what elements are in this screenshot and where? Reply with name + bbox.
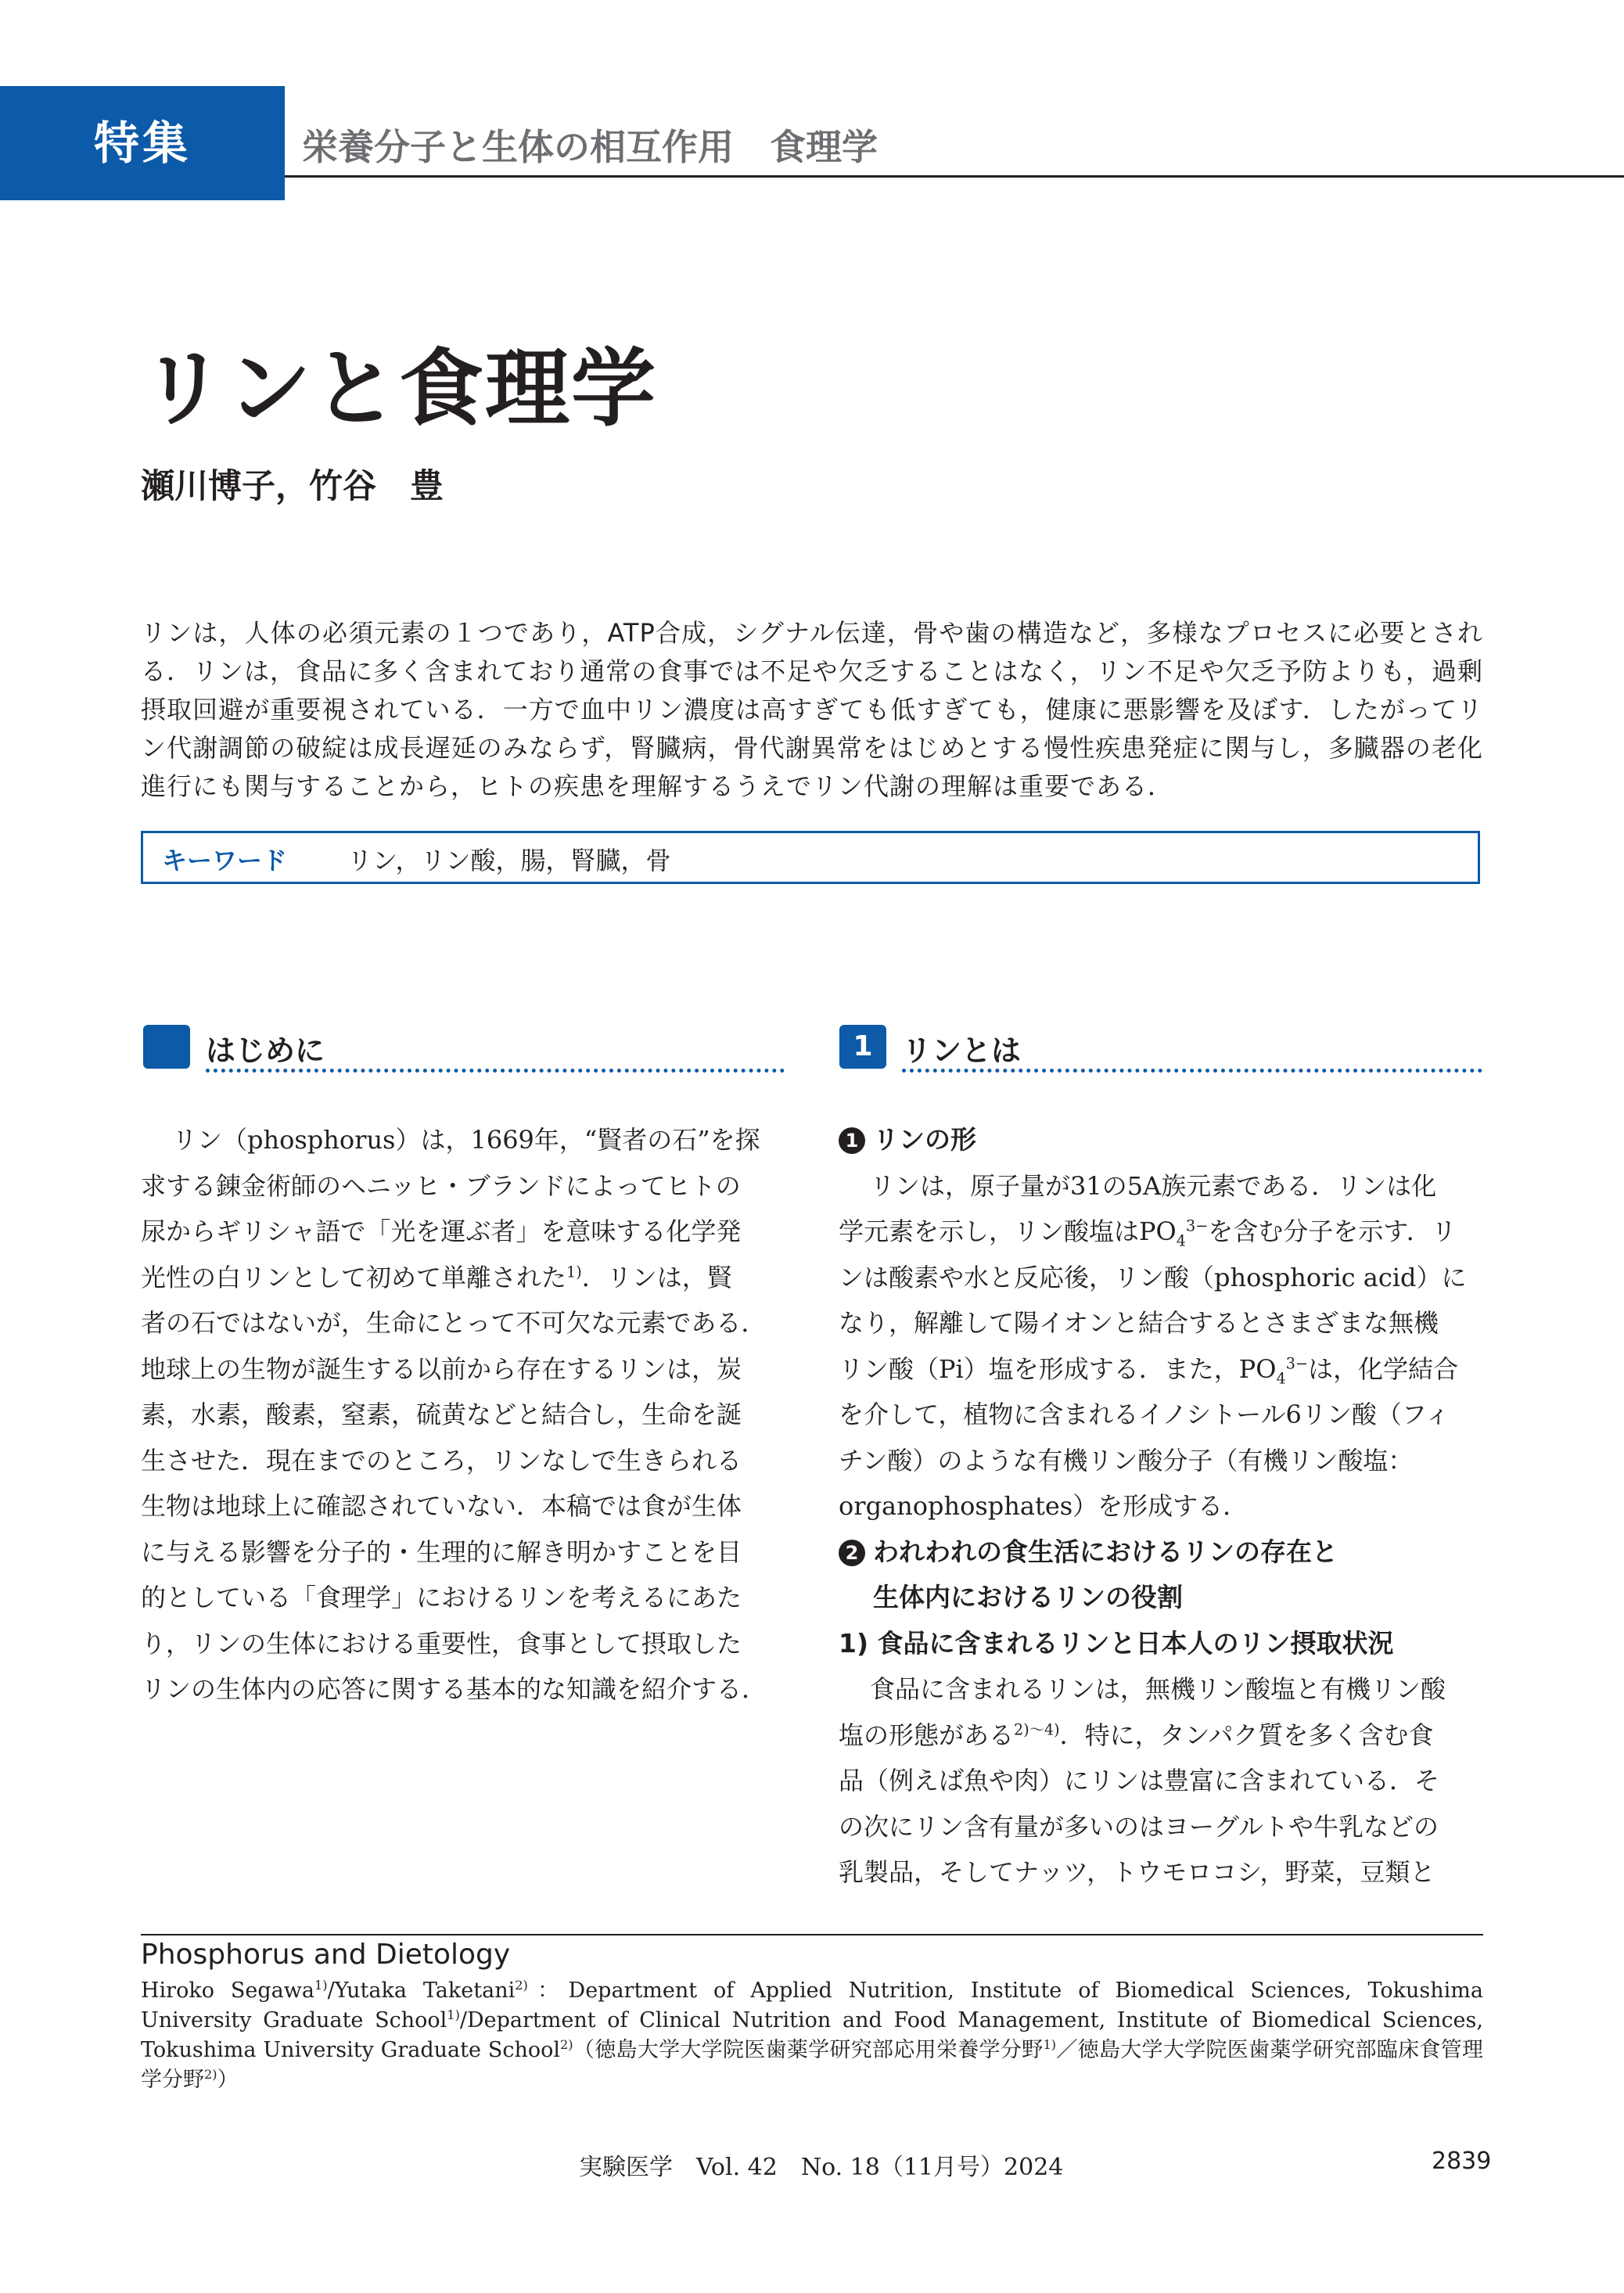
intro-line: 素，水素，酸素，窒素，硫黄などと結合し，生命を誕	[141, 1400, 742, 1429]
section1-body	[839, 1117, 1482, 1896]
intro-line: 求する錬金術師のヘニッヒ・ブランドによってヒトの	[141, 1170, 741, 1201]
aff-ref: 2)	[559, 2037, 573, 2052]
superscript: 3−	[1285, 1353, 1309, 1372]
body-line: チン酸）のような有機リン酸分子（有機リン酸塩：	[839, 1445, 1414, 1475]
body-line: を介して，植物に含まれるイノシトール6リン酸（フィ	[839, 1400, 1450, 1429]
intro-body	[141, 1117, 784, 1713]
intro-line: 生させた．現在までのところ，リンなしで生きられる	[141, 1445, 742, 1475]
subsubsection-heading: 1) 食品に含まれるリンと日本人のリン摂取状況	[839, 1627, 1394, 1659]
journal-info: 実験医学 Vol. 42 No. 18（11月号）2024	[579, 2154, 1064, 2181]
english-title: Phosphorus and Dietology	[141, 1939, 511, 1971]
keyword-list: リン，リン酸，腸，腎臓，骨	[347, 846, 671, 875]
body-text: は，化学結合	[1308, 1353, 1459, 1384]
section1-heading-rule	[902, 1069, 1482, 1073]
body-line	[839, 1346, 1482, 1393]
body-line	[839, 1713, 1482, 1759]
circled-number: 1	[839, 1127, 865, 1154]
body-line: 乳製品，そしてナッツ，トウモロコシ，野菜，豆類と	[839, 1857, 1435, 1887]
article-title: リンと食理学	[141, 340, 658, 438]
aff-ref: 1)	[447, 2007, 460, 2022]
header-rule	[285, 175, 1624, 178]
superscript: 3−	[1186, 1217, 1209, 1235]
subsection-title: リンの形	[873, 1124, 976, 1155]
aff-text: ／徳島大学大学院医歯薬学研究部臨床食管理学分野	[141, 2038, 1483, 2092]
body-line: 品（例えば魚や肉）にリンは豊富に含まれている．そ	[839, 1766, 1440, 1795]
section1-number: 1	[853, 1030, 873, 1062]
intro-line: リン（phosphorus）は，1669年，“賢者の石”を探	[172, 1125, 760, 1155]
intro-line: り，リンの生体における重要性，食事として摂取した	[141, 1628, 742, 1659]
subsection-heading-1	[839, 1117, 1482, 1163]
body-line	[839, 1209, 1482, 1255]
intro-line	[141, 1255, 784, 1301]
keyword-label: キーワード	[162, 846, 288, 875]
intro-line: 者の石ではないが，生命にとって不可欠な元素である．	[141, 1308, 767, 1338]
abstract: リンは，人体の必須元素の１つであり，ATP合成，シグナル伝達，骨や歯の構造など，多様なプロセスに必要とされる．リンは，食品に多く含まれており通常の食事では不足や欠乏することはなく，リン不足や欠乏予防よりも，過剰摂取回避が重要視されている．一方で血中リン濃度は高すぎても低すぎても，健康に悪影響を及ぼす．したがってリン代謝調節の破綻は成長遅延のみならず，腎臓病，骨代謝異常をはじめとする慢性疾患発症に関与し，多臓器の老化進行にも関与することから，ヒトの疾患を理解するうえでリン代謝の理解は重要である．	[141, 618, 1483, 801]
intro-line: 的としている「食理学」におけるリンを考えるにあた	[141, 1583, 742, 1612]
subsection-title-cont: 生体内におけるリンの役割	[873, 1582, 1183, 1612]
intro-heading-marker	[143, 1025, 190, 1069]
aff-text: /Yutaka Taketani	[327, 1979, 516, 2003]
intro-line-tail: ．リンは，賢	[581, 1262, 732, 1292]
page-number: 2839	[1432, 2147, 1492, 2175]
subsection-title: われわれの食生活におけるリンの存在と	[873, 1536, 1338, 1567]
intro-line: に与える影響を分子的・生理的に解き明かすことを目	[141, 1536, 742, 1567]
body-text: 塩の形態がある	[839, 1720, 1015, 1750]
intro-heading: はじめに	[206, 1033, 325, 1068]
section1-heading: リンとは	[902, 1033, 1022, 1068]
feature-label: 特集	[93, 117, 191, 170]
body-line: リンは，原子量が31の5A族元素である．リンは化	[870, 1170, 1437, 1201]
subsection-heading-2	[839, 1529, 1482, 1576]
footer-rule	[141, 1934, 1483, 1935]
circled-number: 2	[839, 1540, 865, 1566]
aff-text: /Department of Clinical Nutrition and Food Management, Institute of Biomedical Sciences, Tokushima University Graduate School	[141, 2008, 1483, 2062]
subscript: 4	[1176, 1231, 1186, 1250]
body-line: の次にリン含有量が多いのはヨーグルトや牛乳などの	[839, 1811, 1439, 1842]
intro-line: 尿からギリシャ語で「光を運ぶ者」を意味する化学発	[141, 1217, 742, 1246]
body-line: なり，解離して陽イオンと結合するとさまざまな無機	[839, 1308, 1439, 1338]
intro-line: 地球上の生物が誕生する以前から存在するリンは，炭	[141, 1353, 742, 1384]
body-line: ンは酸素や水と反応後，リン酸（phosphoric acid）に	[839, 1262, 1467, 1292]
body-text: ．特に，タンパク質を多く含む食	[1059, 1720, 1434, 1750]
article-authors: 瀬川博子，竹谷 豊	[141, 467, 444, 506]
subscript: 4	[1276, 1368, 1286, 1387]
body-text: を含む分子を示す．リ	[1208, 1217, 1457, 1246]
aff-text: ：Department of Applied Nutrition, Institute of Biomedical Sciences, Tokushima University Graduate School	[141, 1979, 1483, 2032]
aff-ref: 1)	[1043, 2037, 1057, 2052]
aff-text: ）	[217, 2068, 239, 2092]
citation-ref: 2)〜4)	[1014, 1720, 1060, 1738]
citation-ref: 1)	[566, 1262, 582, 1281]
intro-line-text: 光性の白リンとして初めて単離された	[141, 1262, 567, 1292]
aff-ref: 2)	[515, 1978, 528, 1993]
intro-heading-rule	[206, 1069, 785, 1073]
aff-ref: 2)	[204, 2067, 217, 2082]
body-text: リン酸（Pi）塩を形成する．また，PO	[839, 1353, 1277, 1384]
intro-line: 生物は地球上に確認されていない．本稿では食が生体	[141, 1491, 742, 1521]
body-text: 学元素を示し，リン酸塩はPO	[839, 1217, 1177, 1246]
body-line: 食品に含まれるリンは，無機リン酸塩と有機リン酸	[870, 1674, 1446, 1704]
aff-text: （徳島大学大学院医歯薬学研究部応用栄養学分野	[573, 2038, 1044, 2062]
affiliations	[141, 1976, 1483, 2095]
feature-title: 栄養分子と生体の相互作用 食理学	[302, 126, 878, 168]
aff-ref: 1)	[314, 1978, 328, 1993]
intro-line: リンの生体内の応答に関する基本的な知識を紹介する．	[141, 1674, 767, 1704]
keyword-box	[141, 831, 1480, 884]
aff-text: Hiroko Segawa	[141, 1979, 314, 2003]
body-line: organophosphates）を形成する．	[839, 1491, 1249, 1521]
